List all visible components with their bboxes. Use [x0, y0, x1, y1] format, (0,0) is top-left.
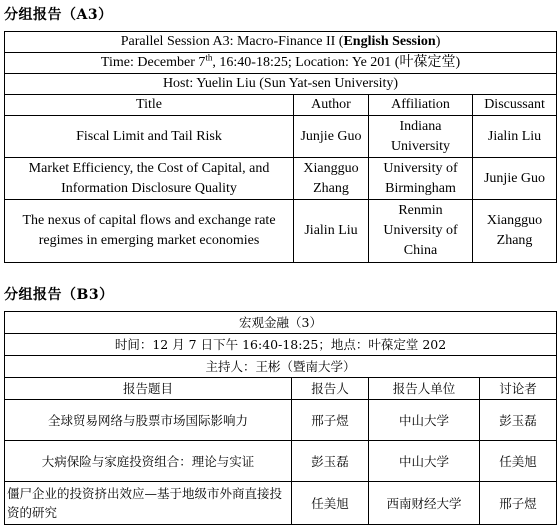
paper-title: 僵尸企业的投资挤出效应—基于地级市外商直接投资的研究 [5, 482, 292, 525]
paper-author: 彭玉磊 [292, 441, 369, 482]
session-b3-title: 宏观金融（3） [5, 312, 557, 334]
section-title-b3: 分组报告（B3） [4, 287, 114, 303]
section-title-a3: 分组报告（A3） [4, 7, 113, 23]
table-row [5, 200, 557, 263]
column-header-title: Title [5, 95, 294, 116]
session-a3-table [4, 31, 557, 263]
session-b3-time-location: 时间：12 月 7 日下午 16:40-18:25；地点：叶葆定堂 202 [5, 334, 557, 356]
paper-author: Jialin Liu [294, 200, 369, 263]
author-affiliation: 中山大学 [369, 441, 480, 482]
paper-discussant: 彭玉磊 [480, 400, 557, 441]
session-b3-table [4, 311, 557, 525]
column-header-discussant: Discussant [473, 95, 557, 116]
author-affiliation: Renmin University of China [369, 200, 473, 263]
table-row [5, 158, 557, 200]
table-row [5, 400, 557, 441]
author-affiliation: 西南财经大学 [369, 482, 480, 525]
column-header-title: 报告题目 [5, 378, 292, 400]
column-header-affiliation: Affiliation [369, 95, 473, 116]
paper-author: Xiangguo Zhang [294, 158, 369, 200]
author-affiliation: 中山大学 [369, 400, 480, 441]
paper-author: 邢子煜 [292, 400, 369, 441]
column-header-affiliation: 报告人单位 [369, 378, 480, 400]
column-header-discussant: 讨论者 [480, 378, 557, 400]
author-affiliation: Indiana University [369, 116, 473, 158]
paper-title: Fiscal Limit and Tail Risk [5, 116, 294, 158]
session-a3-title: Parallel Session A3: Macro-Finance II (English Session) [5, 32, 557, 53]
paper-title: Market Efficiency, the Cost of Capital, and Information Disclosure Quality [5, 158, 294, 200]
paper-discussant: 任美旭 [480, 441, 557, 482]
paper-title: 全球贸易网络与股票市场国际影响力 [5, 400, 292, 441]
session-a3-host: Host: Yuelin Liu (Sun Yat-sen University) [5, 74, 557, 95]
paper-discussant: 邢子煜 [480, 482, 557, 525]
paper-discussant: Jialin Liu [473, 116, 557, 158]
table-row [5, 441, 557, 482]
column-header-author: Author [294, 95, 369, 116]
paper-discussant: Xiangguo Zhang [473, 200, 557, 263]
session-a3-time-location: Time: December 7th, 16:40-18:25; Location: Ye 201 (叶葆定堂) [5, 53, 557, 74]
paper-author: 任美旭 [292, 482, 369, 525]
table-row [5, 116, 557, 158]
table-row [5, 482, 557, 525]
author-affiliation: University of Birmingham [369, 158, 473, 200]
paper-author: Junjie Guo [294, 116, 369, 158]
session-b3-host: 主持人：王彬（暨南大学） [5, 356, 557, 378]
paper-discussant: Junjie Guo [473, 158, 557, 200]
paper-title: The nexus of capital flows and exchange rate regimes in emerging market economies [5, 200, 294, 263]
column-header-author: 报告人 [292, 378, 369, 400]
paper-title: 大病保险与家庭投资组合：理论与实证 [5, 441, 292, 482]
